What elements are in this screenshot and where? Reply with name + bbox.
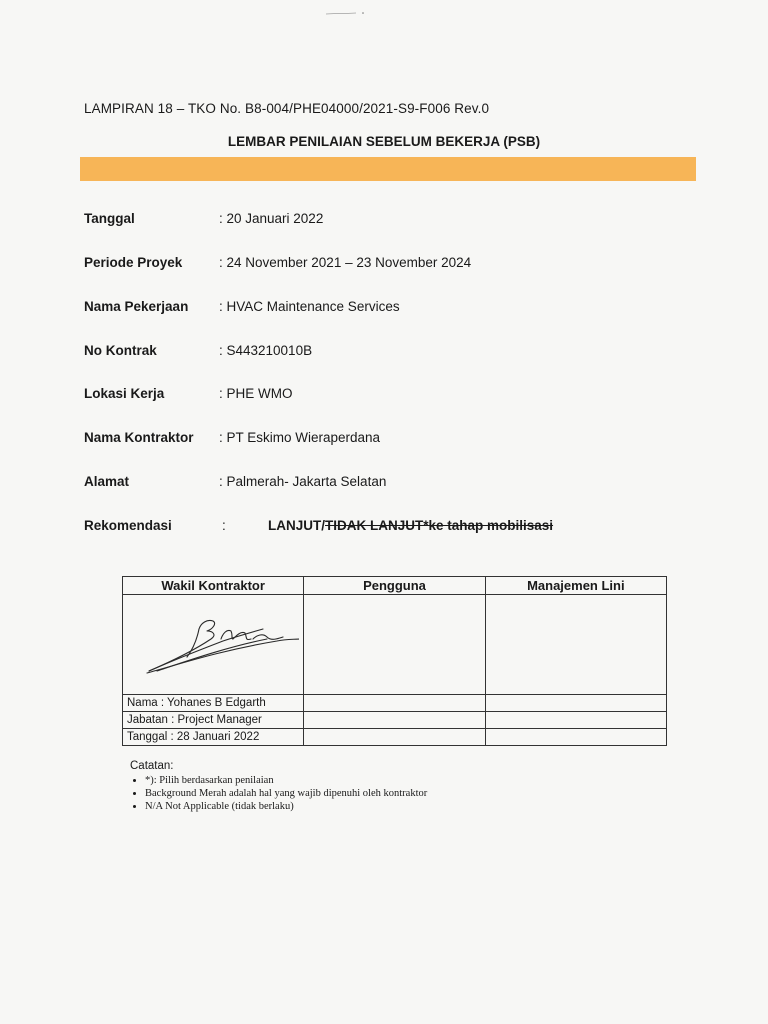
label-periode-proyek: Periode Proyek bbox=[84, 255, 183, 270]
signature-cell-manajemen-lini bbox=[485, 595, 666, 695]
signature-table bbox=[122, 576, 667, 746]
header-wakil-kontraktor: Wakil Kontraktor bbox=[123, 577, 304, 595]
wakil-tanggal: Tanggal : 28 Januari 2022 bbox=[123, 729, 304, 746]
pengguna-nama bbox=[304, 695, 485, 712]
notes-list bbox=[130, 774, 427, 813]
value-alamat: : Palmerah- Jakarta Selatan bbox=[219, 474, 387, 489]
wakil-jabatan: Jabatan : Project Manager bbox=[123, 712, 304, 729]
value-rekomendasi bbox=[268, 518, 553, 533]
header-pengguna: Pengguna bbox=[304, 577, 485, 595]
notes-title: Catatan: bbox=[130, 760, 174, 772]
manajemen-jabatan bbox=[485, 712, 666, 729]
manajemen-nama bbox=[485, 695, 666, 712]
value-nama-kontraktor: : PT Eskimo Wieraperdana bbox=[219, 430, 381, 445]
note-item: • *): Pilih berdasarkan penilaian bbox=[145, 774, 427, 787]
value-lokasi-kerja: : PHE WMO bbox=[219, 386, 293, 401]
pengguna-jabatan bbox=[304, 712, 485, 729]
label-alamat: Alamat bbox=[84, 474, 130, 489]
signature-cell-wakil-kontraktor bbox=[123, 595, 304, 695]
scan-artifact bbox=[326, 12, 366, 15]
header-band bbox=[80, 157, 696, 181]
document-title: LEMBAR PENILAIAN SEBELUM BEKERJA (PSB) bbox=[227, 134, 541, 149]
manajemen-tanggal bbox=[485, 729, 666, 746]
note-item: • Background Merah adalah hal yang wajib dipenuhi oleh kontraktor bbox=[145, 787, 427, 800]
label-tanggal: Tanggal bbox=[84, 211, 135, 226]
value-no-kontrak: : S443210010B bbox=[219, 343, 313, 358]
label-lokasi-kerja: Lokasi Kerja bbox=[84, 386, 165, 401]
label-rekomendasi: Rekomendasi bbox=[84, 518, 172, 533]
wakil-nama: Nama : Yohanes B Edgarth bbox=[123, 695, 304, 712]
label-no-kontrak: No Kontrak bbox=[84, 343, 157, 358]
rekomendasi-struck: TIDAK LANJUT*ke tahap mobilisasi bbox=[325, 518, 554, 533]
label-nama-kontraktor: Nama Kontraktor bbox=[84, 430, 194, 445]
header-manajemen-lini: Manajemen Lini bbox=[485, 577, 666, 595]
signature-cell-pengguna bbox=[304, 595, 485, 695]
rekomendasi-selected: LANJUT/ bbox=[268, 518, 325, 533]
value-nama-pekerjaan: : HVAC Maintenance Services bbox=[219, 299, 400, 314]
pengguna-tanggal bbox=[304, 729, 485, 746]
handwritten-signature bbox=[127, 595, 299, 690]
value-tanggal: : 20 Januari 2022 bbox=[219, 211, 324, 226]
document-reference: LAMPIRAN 18 – TKO No. B8-004/PHE04000/2021-S9-F006 Rev.0 bbox=[84, 101, 490, 116]
label-nama-pekerjaan: Nama Pekerjaan bbox=[84, 299, 189, 314]
value-periode-proyek: : 24 November 2021 – 23 November 2024 bbox=[219, 255, 472, 270]
rekomendasi-colon: : bbox=[222, 518, 226, 533]
notes-section bbox=[130, 760, 427, 813]
note-item: • N/A Not Applicable (tidak berlaku) bbox=[145, 800, 427, 813]
